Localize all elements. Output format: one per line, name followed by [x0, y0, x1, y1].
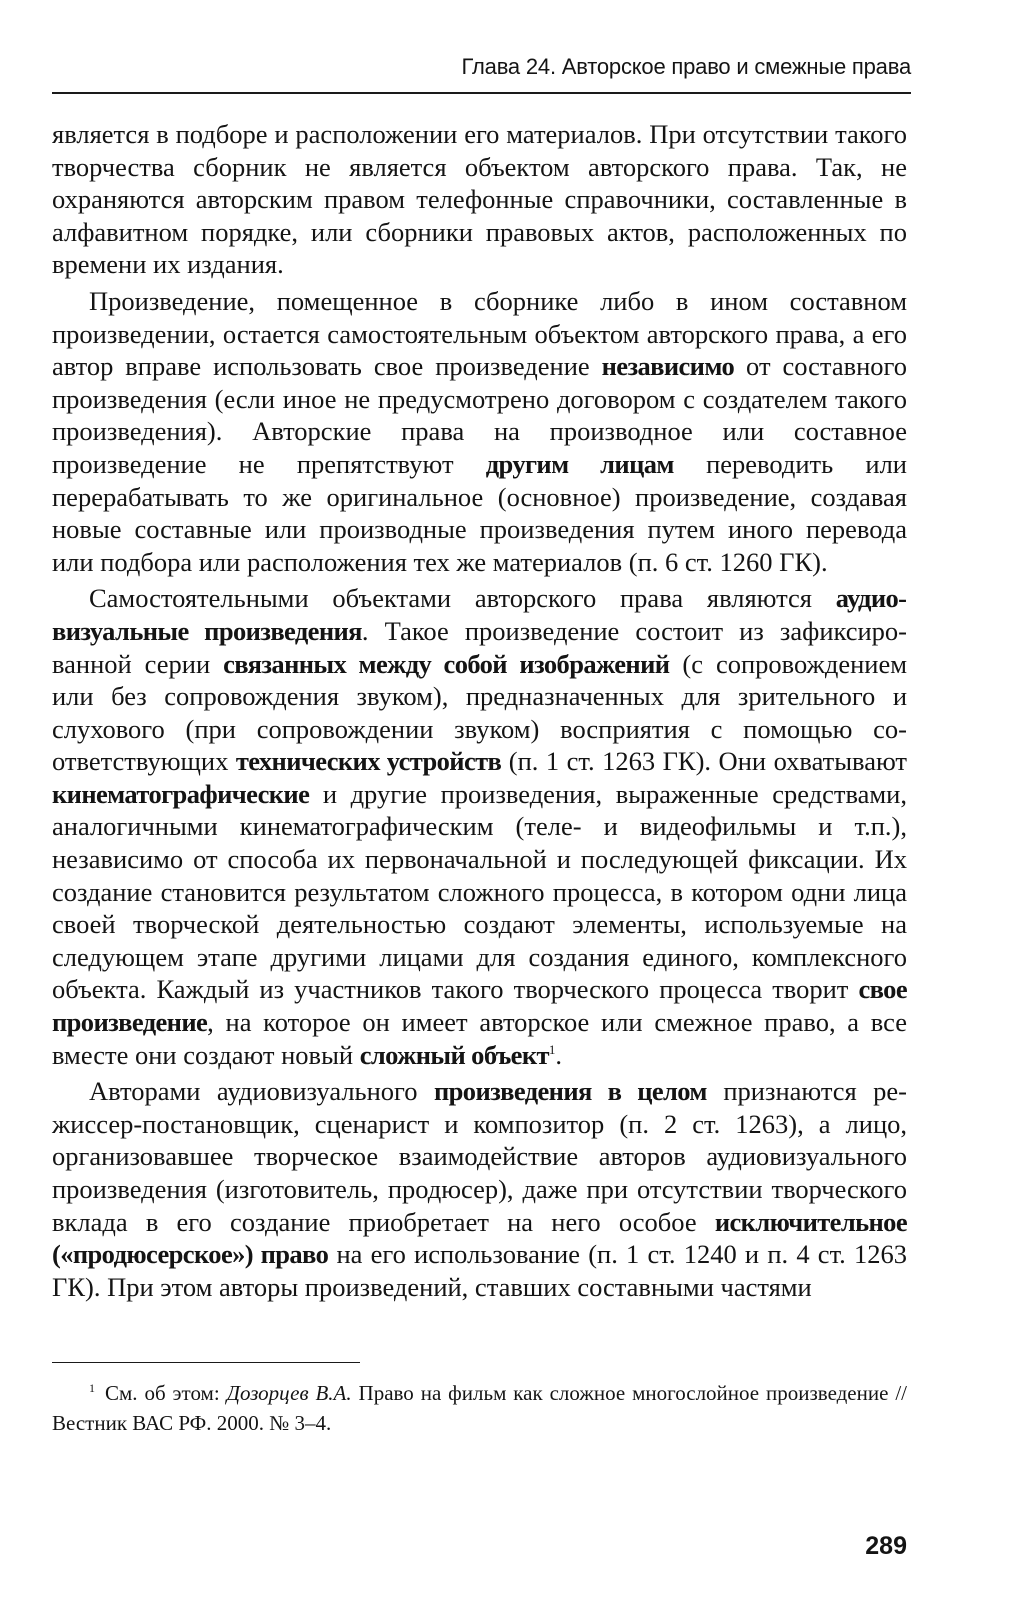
paragraph-4-text-1: Авторами аудиовизуального: [89, 1076, 434, 1107]
emphasis-own-work: свое произведение: [52, 974, 907, 1038]
paragraph-1-text: является в подборе и расположении его материалов. При отсутствии такого творчества сборник не является объектом авторского права. Так, не охраняются авторским правом телефонные справочники, составленные в алфавитном порядке, или сборники правовых актов, расположенных по времени их издания.: [52, 119, 907, 280]
running-title: Глава 24. Авторское право и смежные права: [461, 54, 911, 79]
paragraph-4-text-2: признаются режиссер-постановщик, сценарист и композитор (п. 2 ст. 1263), а лицо, организовавшее творческое взаимодействие авторов аудиовизуального произведения (изготовитель, продюсер), даже при отсутствии творческого вклада в его создание приобретает на него особое: [52, 1076, 907, 1237]
emphasis-complex-object: сложный объект: [359, 1039, 549, 1070]
paragraph-3-text-5: и другие произведения, выраженные средствами, аналогичными кинематографическим (теле- и видеофильмы и т.п.), независимо от способа их первоначальной и последующей фиксации. Их создание становится результатом сложного процесса, в котором одни лица своей творческой деятельностью создают элементы, используемые на следующем этапе другими лицами для создания единого, комплексного объекта. Каждый из участников такого творческого процесса творит: [52, 778, 907, 1005]
emphasis-technical-devices: технических устройств: [235, 746, 502, 777]
footnote-reference[interactable]: 1: [548, 1041, 556, 1057]
paragraph-2-text-2: от составного произведения (если иное не предусмотрено договором с создателем такого произведения). Авторские права на производное или составное произведение не препятствуют: [52, 351, 907, 479]
emphasis-producer-right: исключительное («продюсерское») право: [52, 1206, 907, 1270]
footnote-number: 1: [89, 1381, 95, 1395]
emphasis-independently: независимо: [601, 351, 735, 382]
paragraph-3-text-1: Самостоятельными объектами авторского права являются: [89, 583, 836, 614]
paragraph-4-text-3: на его использование (п. 1 ст. 1240 и п. 4 ст. 1263 ГК). При этом авторы произведений, ставших составными частями: [52, 1239, 907, 1302]
footnote-text-1: См. об этом:: [105, 1381, 227, 1405]
footnote-author: Дозорцев В.А.: [226, 1381, 352, 1405]
main-text: [52, 118, 907, 1307]
paragraph-3-text-3: (с сопровождением или без сопровождения звуком), предназначенных для зрительного и слухового (при сопровождении звуком) восприятия с помощью соответствующих: [52, 648, 908, 777]
paragraph-4: [52, 1075, 907, 1303]
footnote-text-2: Право на фильм как сложное многослойное произведение // Вестник ВАС РФ. 2000. № 3–4.: [52, 1381, 908, 1435]
emphasis-work-as-whole: произведения в целом: [434, 1076, 707, 1107]
emphasis-cinematographic: кинематографические: [52, 778, 310, 809]
emphasis-linked-images: связанных между собой изображений: [223, 648, 670, 679]
page-number: 289: [865, 1532, 907, 1560]
paragraph-1: [52, 118, 907, 281]
paragraph-3: [52, 582, 907, 1071]
paragraph-3-text-2: . Такое произведение состоит из зафиксированной серии: [52, 615, 907, 679]
emphasis-audiovisual-works: аудиовизуальные произведения: [52, 583, 907, 646]
paragraph-3-text-6: , на которое он имеет авторское или смежное право, а все вместе они создают новый: [52, 1007, 907, 1070]
paragraph-2: [52, 285, 907, 578]
header-rule: [52, 92, 911, 94]
paragraph-2-text-3: переводить или перерабатывать то же оригинальное (основное) произведение, создавая новые составные или производные произведения путем иного перевода или подбора или расположения тех же материалов (п. 6 ст. 1260 ГК).: [52, 448, 907, 577]
emphasis-other-persons: другим лицам: [485, 448, 674, 479]
footnote: [52, 1378, 907, 1438]
paragraph-3-text-4: (п. 1 ст. 1263 ГК). Они охватывают: [501, 746, 907, 777]
footnote-rule: [52, 1362, 360, 1363]
paragraph-2-text-1: Произведение, помещенное в сборнике либо в ином составном произведении, остается самостоятельным объектом авторского права, а его автор вправе использовать свое произведение: [52, 285, 907, 382]
paragraph-3-text-7: .: [555, 1039, 563, 1070]
